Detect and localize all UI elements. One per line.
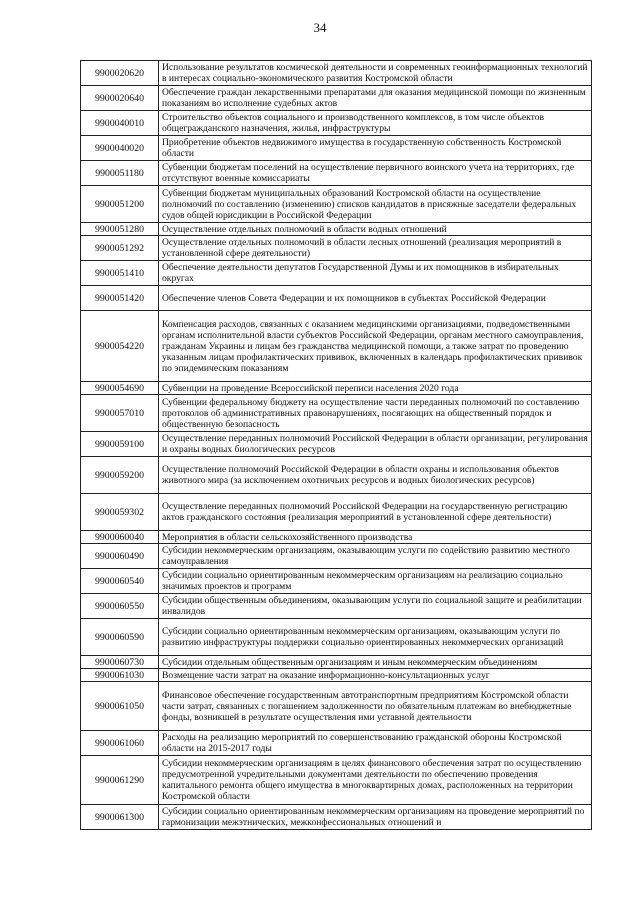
row-code: 9900060490 [81, 544, 159, 569]
row-text: Субсидии социально ориентированным некоммерческим организациям на проведение мероприятий по гармонизации межэтнических, межконфессиональных отношений и [159, 805, 592, 830]
row-code: 9900054690 [81, 382, 159, 395]
row-code: 9900061030 [81, 669, 159, 682]
row-text: Обеспечение граждан лекарственными препаратами для оказания медицинской помощи по жизненным показаниям во исполнение судебных актов [159, 86, 592, 111]
row-code: 9900051280 [81, 223, 159, 236]
page-number: 34 [313, 20, 327, 35]
row-text: Субсидии отдельным общественным организациям и иным некоммерческим объединениям [159, 656, 592, 669]
row-text: Расходы на реализацию мероприятий по совершенствованию гражданской обороны Костромской области на 2015-2017 годы [159, 731, 592, 756]
table-row [81, 494, 592, 531]
row-text: Осуществление переданных полномочий Российской Федерации на государственную регистрацию актов гражданского состояния (реализация мероприятий в установленной сфере деятельности) [159, 494, 592, 531]
row-code: 9900040020 [81, 136, 159, 161]
row-code: 9900060590 [81, 619, 159, 656]
table-row [81, 261, 592, 286]
row-code: 9900051180 [81, 161, 159, 186]
row-code: 9900057010 [81, 395, 159, 432]
table-row [81, 544, 592, 569]
row-code: 9900059302 [81, 494, 159, 531]
row-code: 9900051410 [81, 261, 159, 286]
row-code: 9900051200 [81, 186, 159, 223]
row-text: Обеспечение деятельности депутатов Государственной Думы и их помощников в избирательных округах [159, 261, 592, 286]
row-code: 9900061300 [81, 805, 159, 830]
row-text: Субвенции на проведение Всероссийской переписи населения 2020 года [159, 382, 592, 395]
row-text: Мероприятия в области сельскохозяйственного производства [159, 531, 592, 544]
row-code: 9900059200 [81, 457, 159, 494]
table-row [81, 731, 592, 756]
table-row [81, 236, 592, 261]
row-text: Возмещение части затрат на оказание информационно-консультационных услуг [159, 669, 592, 682]
table-row [81, 457, 592, 494]
row-code: 9900061060 [81, 731, 159, 756]
table-row [81, 531, 592, 544]
table-row [81, 656, 592, 669]
row-code: 9900059100 [81, 432, 159, 457]
row-code: 9900060540 [81, 569, 159, 594]
table-row [81, 136, 592, 161]
table-row [81, 161, 592, 186]
row-code: 9900061050 [81, 682, 159, 731]
row-text: Субвенции бюджетам муниципальных образований Костромской области на осуществление полномочий по составлению (изменению) списков кандидатов в присяжные заседатели федеральных судов общей юрисдикции в Российской Федерации [159, 186, 592, 223]
table-row [81, 619, 592, 656]
row-text: Приобретение объектов недвижимого имущества в государственную собственность Костромской области [159, 136, 592, 161]
row-code: 9900054220 [81, 311, 159, 382]
table-row [81, 594, 592, 619]
row-text: Компенсация расходов, связанных с оказанием медицинскими организациями, подведомственными органам исполнительной власти субъектов Российской Федерации, органам местного самоуправления, гражданам Украины и лицам без гражданства медицинской помощи, а также затрат по проведению указанным лицам профилактических прививок, включенных в календарь профилактических прививок по эпидемическим показаниям [159, 311, 592, 382]
table-row [81, 682, 592, 731]
row-text: Субсидии некоммерческим организациям, оказывающим услуги по содействию развитию местного самоуправления [159, 544, 592, 569]
table-row [81, 756, 592, 805]
row-text: Субвенции федеральному бюджету на осуществление части переданных полномочий по составлению протоколов об административных правонарушениях, посягающих на общественный порядок и общественную безопасность [159, 395, 592, 432]
row-text: Осуществление отдельных полномочий в области водных отношений [159, 223, 592, 236]
table-row [81, 395, 592, 432]
row-text: Осуществление полномочий Российской Федерации в области охраны и использования объектов животного мира (за исключением охотничьих ресурсов и водных биологических ресурсов) [159, 457, 592, 494]
table-row [81, 311, 592, 382]
table-row [81, 61, 592, 86]
table-row [81, 432, 592, 457]
row-text: Строительство объектов социального и производственного комплексов, в том числе объектов общегражданского назначения, жилья, инфраструктуры [159, 111, 592, 136]
row-text: Обеспечение членов Совета Федерации и их помощников в субъектах Российской Федерации [159, 286, 592, 311]
row-text: Осуществление переданных полномочий Российской Федерации в области организации, регулирования и охраны водных биологических ресурсов [159, 432, 592, 457]
row-code: 9900051292 [81, 236, 159, 261]
row-text: Использование результатов космической деятельности и современных геоинформационных технологий в интересах социально-экономического развития Костромской области [159, 61, 592, 86]
row-text: Субсидии некоммерческим организациям в целях финансового обеспечения затрат по осуществлению предусмотренной учредительными документами деятельности по обеспечению проведения капитального ремонта общего имущества в многоквартирных домах, расположенных на территории Костромской области [159, 756, 592, 805]
row-text: Осуществление отдельных полномочий в области лесных отношений (реализация мероприятий в установленной сфере деятельности) [159, 236, 592, 261]
table-row [81, 569, 592, 594]
table-row [81, 805, 592, 830]
budget-codes-table [80, 60, 592, 830]
row-text: Субвенции бюджетам поселений на осуществление первичного воинского учета на территориях, где отсутствуют военные комиссариаты [159, 161, 592, 186]
row-code: 9900051420 [81, 286, 159, 311]
row-code: 9900060730 [81, 656, 159, 669]
row-code: 9900060040 [81, 531, 159, 544]
row-code: 9900040010 [81, 111, 159, 136]
table-row [81, 111, 592, 136]
table-row [81, 286, 592, 311]
row-code: 9900020640 [81, 86, 159, 111]
row-code: 9900061290 [81, 756, 159, 805]
row-code: 9900060550 [81, 594, 159, 619]
row-text: Субсидии социально ориентированным некоммерческим организациям на реализацию социально значимых проектов и программ [159, 569, 592, 594]
row-text: Субсидии общественным объединениям, оказывающим услуги по социальной защите и реабилитации инвалидов [159, 594, 592, 619]
row-text: Финансовое обеспечение государственным автотранспортным предприятиям Костромской области части затрат, связанных с погашением задолженности по обязательным платежам во внебюджетные фонды, возникшей в результате осуществления ими уставной деятельности [159, 682, 592, 731]
row-code: 9900020620 [81, 61, 159, 86]
table-row [81, 382, 592, 395]
row-text: Субсидии социально ориентированным некоммерческим организациям, оказывающим услуги по развитию инфраструктуры поддержки социально ориентированных некоммерческих организаций [159, 619, 592, 656]
table-body [81, 61, 592, 830]
table-row [81, 223, 592, 236]
table-row [81, 86, 592, 111]
table-row [81, 669, 592, 682]
table-row [81, 186, 592, 223]
